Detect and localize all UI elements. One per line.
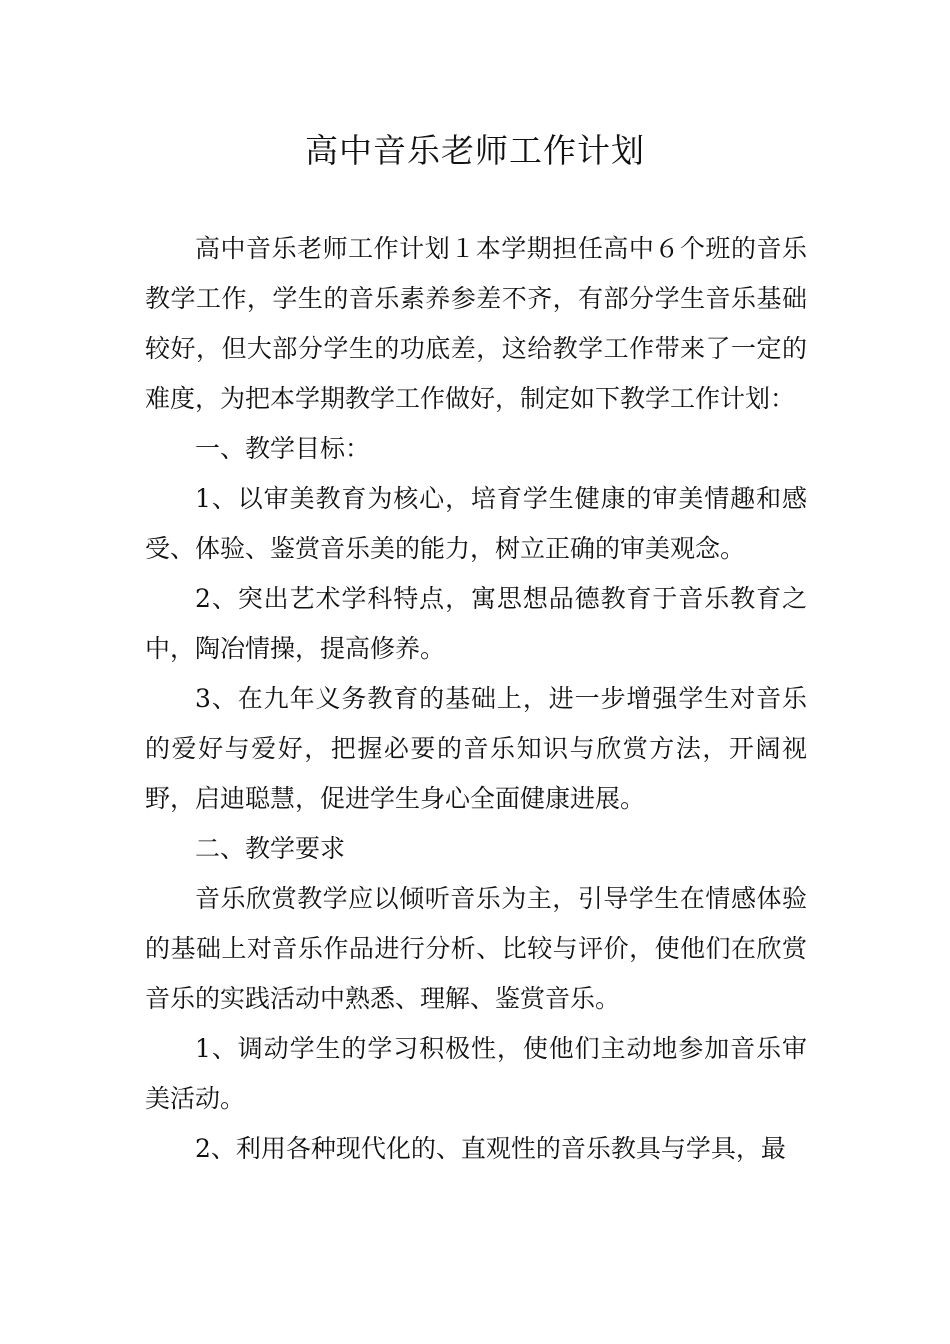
paragraph-goal-1: 1、以审美教育为核心，培育学生健康的审美情趣和感受、体验、鉴赏音乐美的能力，树立正确的审美观念。 xyxy=(145,484,807,563)
heading-teaching-goals: 一、教学目标： xyxy=(195,434,371,463)
document-body xyxy=(145,224,807,1174)
paragraph-intro: 高中音乐老师工作计划１本学期担任高中６个班的音乐教学工作，学生的音乐素养参差不齐，有部分学生音乐基础较好，但大部分学生的功底差，这给教学工作带来了一定的难度，为把本学期教学工作做好，制定如下教学工作计划： xyxy=(145,234,807,413)
paragraph-goal-2: 2、突出艺术学科特点，寓思想品德教育于音乐教育之中，陶冶情操，提高修养。 xyxy=(145,584,807,663)
heading-teaching-requirements: 二、教学要求 xyxy=(195,834,346,863)
paragraph-requirement-2: 2、利用各种现代化的、直观性的音乐教具与学具，最 xyxy=(195,1134,786,1163)
paragraph-requirement-1: 1、调动学生的学习积极性，使他们主动地参加音乐审美活动。 xyxy=(145,1034,807,1113)
paragraph-requirements-intro: 音乐欣赏教学应以倾听音乐为主，引导学生在情感体验的基础上对音乐作品进行分析、比较与评价，使他们在欣赏音乐的实践活动中熟悉、理解、鉴赏音乐。 xyxy=(145,884,807,1013)
paragraph-goal-3: 3、在九年义务教育的基础上，进一步增强学生对音乐的爱好与爱好，把握必要的音乐知识与欣赏方法，开阔视野，启迪聪慧，促进学生身心全面健康进展。 xyxy=(145,684,807,813)
document-title: 高中音乐老师工作计划 xyxy=(305,131,645,170)
